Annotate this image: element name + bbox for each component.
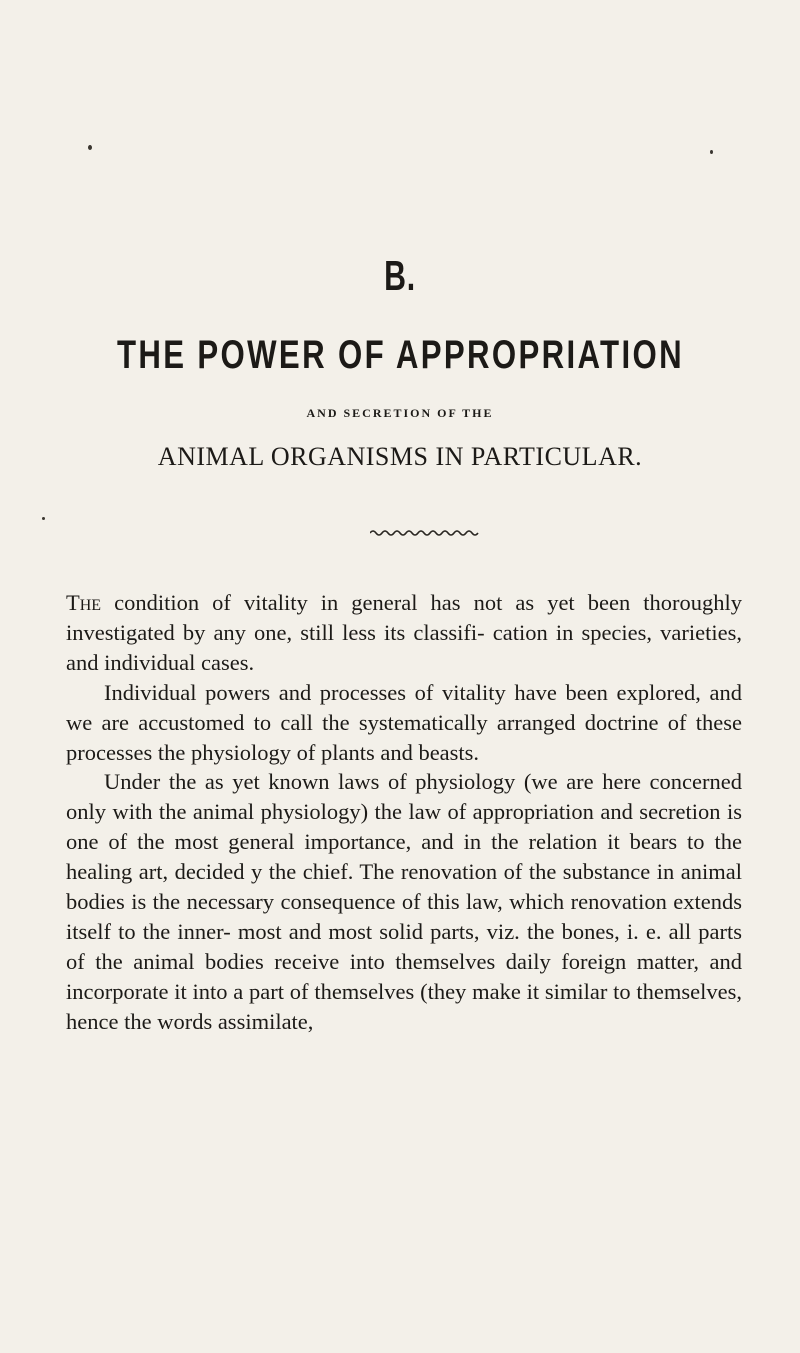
subtitle-small: AND SECRETION OF THE xyxy=(306,406,494,420)
wavy-rule-icon xyxy=(370,528,480,538)
print-speck xyxy=(710,150,713,154)
paragraph: Under the as yet known laws of physiology (we are here concerned only with the animal physiology) the law of appropriation and secretion is one of the most general importance, and in the relation it bears to the healing art, decided y the chief. The renovation of the substance in animal bodies is the necessary consequence of this law, which renovation extends itself to the inner- most and most solid parts, viz. the bones, i. e. all parts of the animal bodies receive into themselves daily foreign matter, and incorporate it into a part of themselves (they make it similar to themselves, hence the words assimilate, xyxy=(66,769,742,1034)
print-speck xyxy=(42,517,45,520)
first-word: The xyxy=(66,590,102,615)
section-letter: B. xyxy=(384,252,416,299)
chapter-title xyxy=(0,333,800,378)
subtitle-large: ANIMAL ORGANISMS IN PARTICULAR. xyxy=(157,442,643,471)
paragraph xyxy=(66,588,742,678)
body-text xyxy=(66,588,742,1037)
paragraph-text: condition of vitality in general has not as yet been thoroughly investigated by any one, still less its classifi- cation in species, varieties, and individual cases. xyxy=(66,590,742,675)
print-speck xyxy=(88,145,92,150)
chapter-title-text: THE POWER OF APPROPRIATION xyxy=(116,333,684,377)
paragraph: Individual powers and processes of vitality have been explored, and we are accustomed to call the systematically arranged doctrine of these processes the physiology of plants and beasts. xyxy=(66,679,742,765)
